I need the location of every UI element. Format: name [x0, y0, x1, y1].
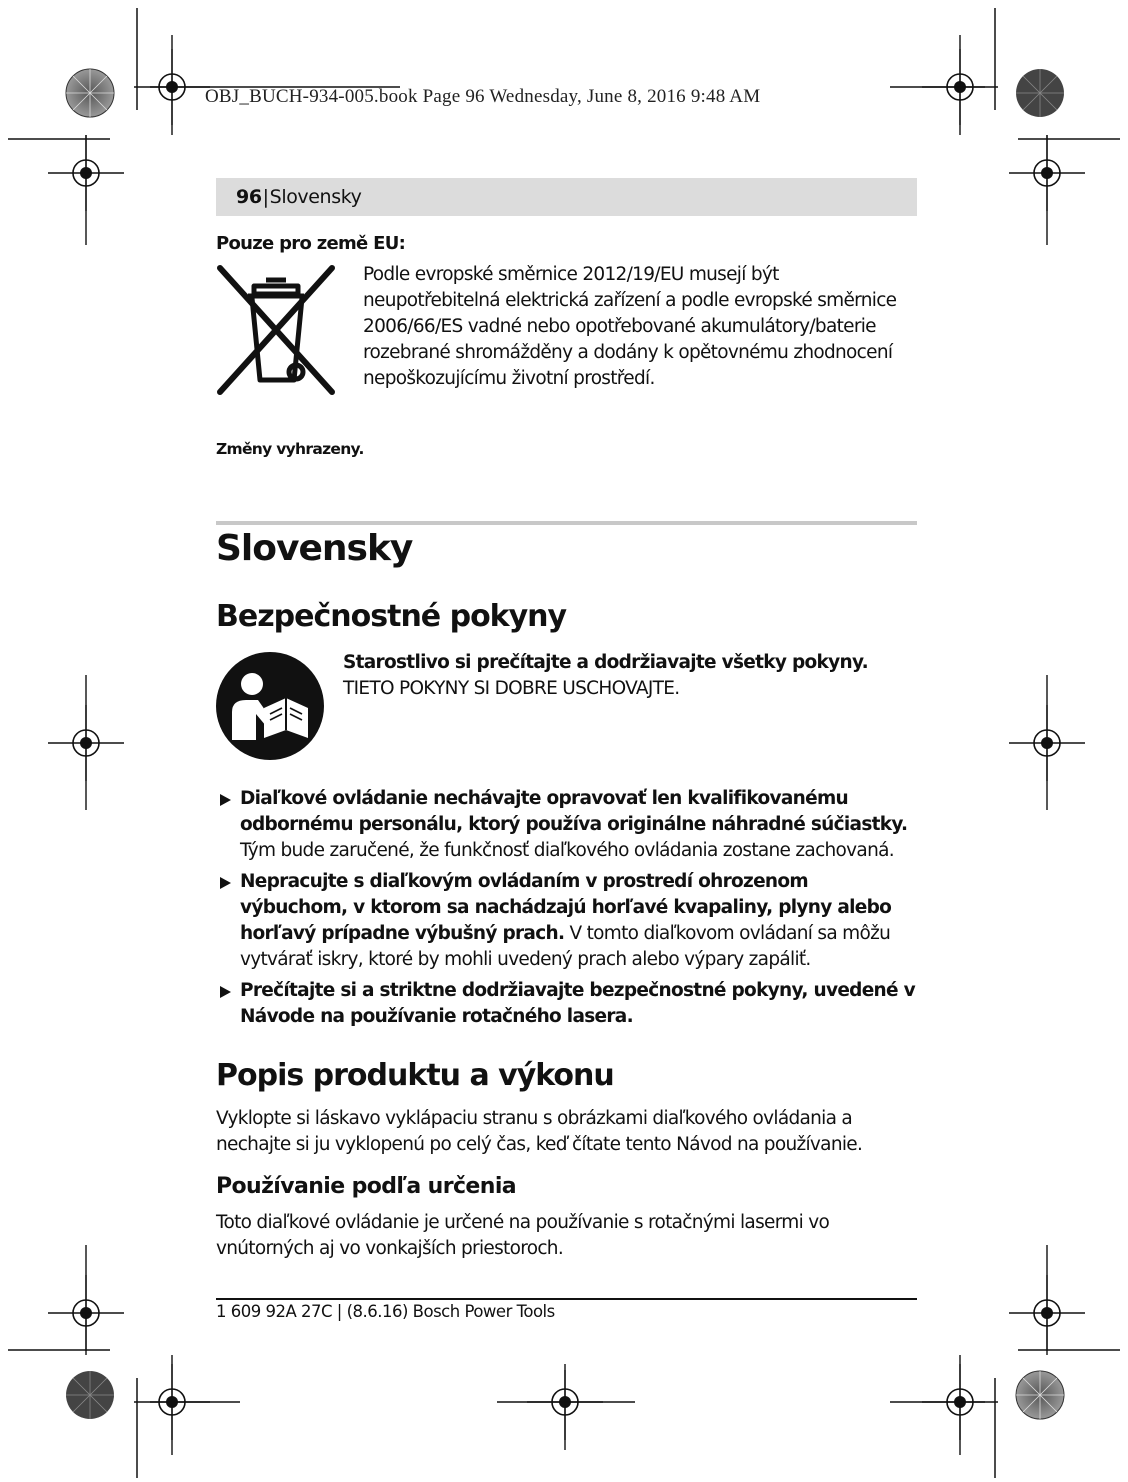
safety-bullet-list [218, 786, 918, 1035]
registration-mark-icon [48, 135, 124, 211]
product-paragraph: Vyklopte si láskavo vyklápaciu stranu s obrázkami diaľkového ovládania a nechajte si ju vyklopenú po celý čas, keď čítate tento Návod na používanie. [216, 1108, 863, 1155]
read-manual-icon [214, 650, 326, 762]
bullet-triangle-icon [220, 986, 231, 998]
registration-mark-icon [48, 705, 124, 781]
usage-paragraph: Toto diaľkové ovládanie je určené na používanie s rotačnými lasermi vo vnútorných aj vo vonkajších priestoroch. [216, 1212, 830, 1259]
bullet-bold: Diaľkové ovládanie nechávajte opravovať len kvalifikovanému odbornému personálu, ktorý používa originálne náhradné súčiastky. [240, 788, 908, 835]
registration-mark-icon [134, 1364, 210, 1440]
safety-intro-bold: Starostlivo si prečítajte a dodržiavajte všetky pokyny. [343, 652, 868, 673]
weee-paragraph: Podle evropské směrnice 2012/19/EU musejí být neupotřebitelná elektrická zařízení a podle evropské směrnice 2006/66/ES vadné nebo opotřebované akumulátory/baterie rozebrané shromážděny a dodány k opětovnému zhodnocení nepoškozujícímu životní prostředí. [363, 264, 897, 389]
bullet-triangle-icon [220, 877, 231, 889]
bullet-triangle-icon [220, 794, 231, 806]
footer: 1 609 92A 27C | (8.6.16) Bosch Power Tools [216, 1302, 555, 1321]
registration-mark-icon [527, 1364, 603, 1440]
color-calibration-wheel-icon [1016, 69, 1064, 117]
registration-mark-icon [134, 49, 210, 125]
color-calibration-wheel-icon [1016, 1371, 1064, 1419]
section-rule [216, 521, 917, 525]
list-item [218, 786, 918, 864]
color-calibration-wheel-icon [66, 69, 114, 117]
safety-intro [343, 650, 915, 702]
usage-heading: Používanie podľa určenia [216, 1174, 517, 1199]
page-bar [216, 178, 917, 216]
eu-only-heading: Pouze pro země EU: [216, 233, 406, 254]
crossed-out-wheeled-bin-icon [214, 262, 342, 402]
safety-intro-normal: TIETO POKYNY SI DOBRE USCHOVAJTE. [343, 678, 680, 699]
changes-reserved: Změny vyhrazeny. [216, 440, 364, 458]
page-bar-separator: | [262, 186, 269, 208]
registration-mark-icon [922, 49, 998, 125]
page-number: 96 [236, 186, 262, 208]
product-heading: Popis produktu a výkonu [216, 1058, 614, 1093]
bullet-bold: Nepracujte s diaľkovým ovládaním v prostredí ohrozenom výbuchom, v ktorom sa nachádzajú horľavé kvapaliny, plyny alebo horľavý prípadne výbušný prach. [240, 871, 892, 944]
color-calibration-wheel-icon [66, 1371, 114, 1419]
registration-mark-icon [922, 1364, 998, 1440]
bullet-normal: Tým bude zaručené, že funkčnosť diaľkového ovládania zostane zachovaná. [240, 840, 894, 861]
registration-mark-icon [1009, 135, 1085, 211]
bullet-bold: Prečítajte si a striktne dodržiavajte bezpečnostné pokyny, uvedené v Návode na používanie rotačného lasera. [240, 980, 915, 1027]
footer-rule [216, 1298, 917, 1300]
bullet-normal: V tomto diaľkovom ovládaní sa môžu vytvárať iskry, ktoré by mohli uvedený prach alebo výpary zapáliť. [240, 923, 891, 970]
page-bar-language: Slovensky [269, 186, 362, 208]
registration-mark-icon [1009, 1275, 1085, 1351]
print-header: OBJ_BUCH-934-005.book Page 96 Wednesday, June 8, 2016 9:48 AM [205, 86, 761, 107]
registration-mark-icon [1009, 705, 1085, 781]
registration-mark-icon [48, 1275, 124, 1351]
safety-heading: Bezpečnostné pokyny [216, 599, 567, 634]
list-item [218, 978, 918, 1030]
language-title: Slovensky [216, 528, 413, 569]
list-item [218, 869, 918, 973]
